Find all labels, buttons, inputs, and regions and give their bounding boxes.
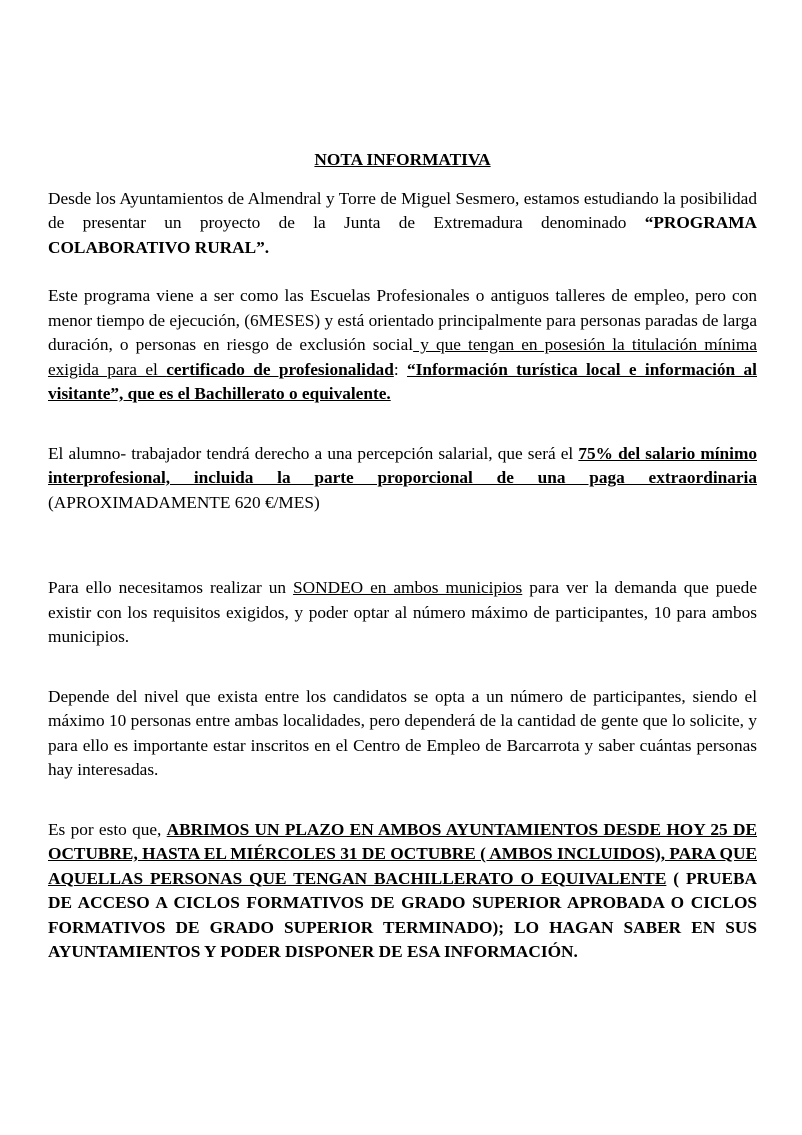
deadline-rest: ( PRUEBA DE ACCESO A CICLOS FORMATIVOS DE GRADO SUPERIOR APROBADA O CICLOS FORMATIVOS DE GRADO SUPERIOR TERMINADO); LO HAGAN SABER EN SUS AYUNTAMIENTOS Y PODER DISPONER DE ESA INFORMACIÓN. xyxy=(48,868,758,961)
paragraph-deadline xyxy=(48,818,757,965)
survey-highlight: SONDEO en ambos municipios xyxy=(293,578,523,597)
document-page xyxy=(48,148,757,965)
certificate-name: “Información turística local e información al visitante”, que es el Bachillerato o equivalente. xyxy=(48,359,757,403)
paragraph-salary xyxy=(48,442,757,516)
paragraph-program-description xyxy=(48,284,757,407)
program-description-text: Este programa viene a ser como las Escuelas Profesionales o antiguos talleres de empleo, pero con menor tiempo de ejecución, (6MESES) y está orientado principalmente para personas paradas de larga duración, o personas en riesgo de exclusión social xyxy=(48,286,757,354)
salary-text: El alumno- trabajador tendrá derecho a una percepción salarial, que será el xyxy=(48,443,579,463)
paragraph-intro xyxy=(48,187,757,261)
certificate-label: certificado de profesionalidad xyxy=(166,359,394,379)
certificate-colon: : xyxy=(393,359,407,379)
paragraph-survey xyxy=(48,576,757,650)
survey-rest: para ver la demanda que puede existir con los requisitos exigidos, y poder optar al número máximo de participantes, 10 para ambos municipios. xyxy=(48,578,757,646)
salary-highlight: 75% del salario mínimo interprofesional, incluida la parte proporcional de una paga extraordinaria xyxy=(48,443,757,487)
requirement-text: y que tengan en posesión la titulación mínima exigida para el xyxy=(48,335,757,379)
salary-amount: (APROXIMADAMENTE 620 €/MES) xyxy=(48,492,320,512)
participants-text: Depende del nivel que exista entre los candidatos se opta a un número de participantes, siendo el máximo 10 personas entre ambas localidades, pero dependerá de la cantidad de gente que lo solicite, y para ello es importante estar inscritos en el Centro de Empleo de Barcarrota y saber cuántas personas hay interesadas. xyxy=(48,686,757,779)
survey-text: Para ello necesitamos realizar un xyxy=(48,578,294,597)
paragraph-participants xyxy=(48,685,757,783)
program-name: “PROGRAMA COLABORATIVO RURAL”. xyxy=(48,213,757,257)
deadline-intro: Es por esto que, xyxy=(48,819,167,839)
document-title: NOTA INFORMATIVA xyxy=(314,150,491,169)
deadline-highlight: ABRIMOS UN PLAZO EN AMBOS AYUNTAMIENTOS DESDE HOY 25 DE OCTUBRE, HASTA EL MIÉRCOLES 31 DE OCTUBRE ( AMBOS INCLUIDOS), PARA QUE AQUELLAS PERSONAS QUE TENGAN BACHILLERATO O EQUIVALENTE xyxy=(48,819,757,888)
intro-text: Desde los Ayuntamientos de Almendral y Torre de Miguel Sesmero, estamos estudiando la posibilidad de presentar un proyecto de la Junta de Extremadura denominado xyxy=(48,188,757,232)
